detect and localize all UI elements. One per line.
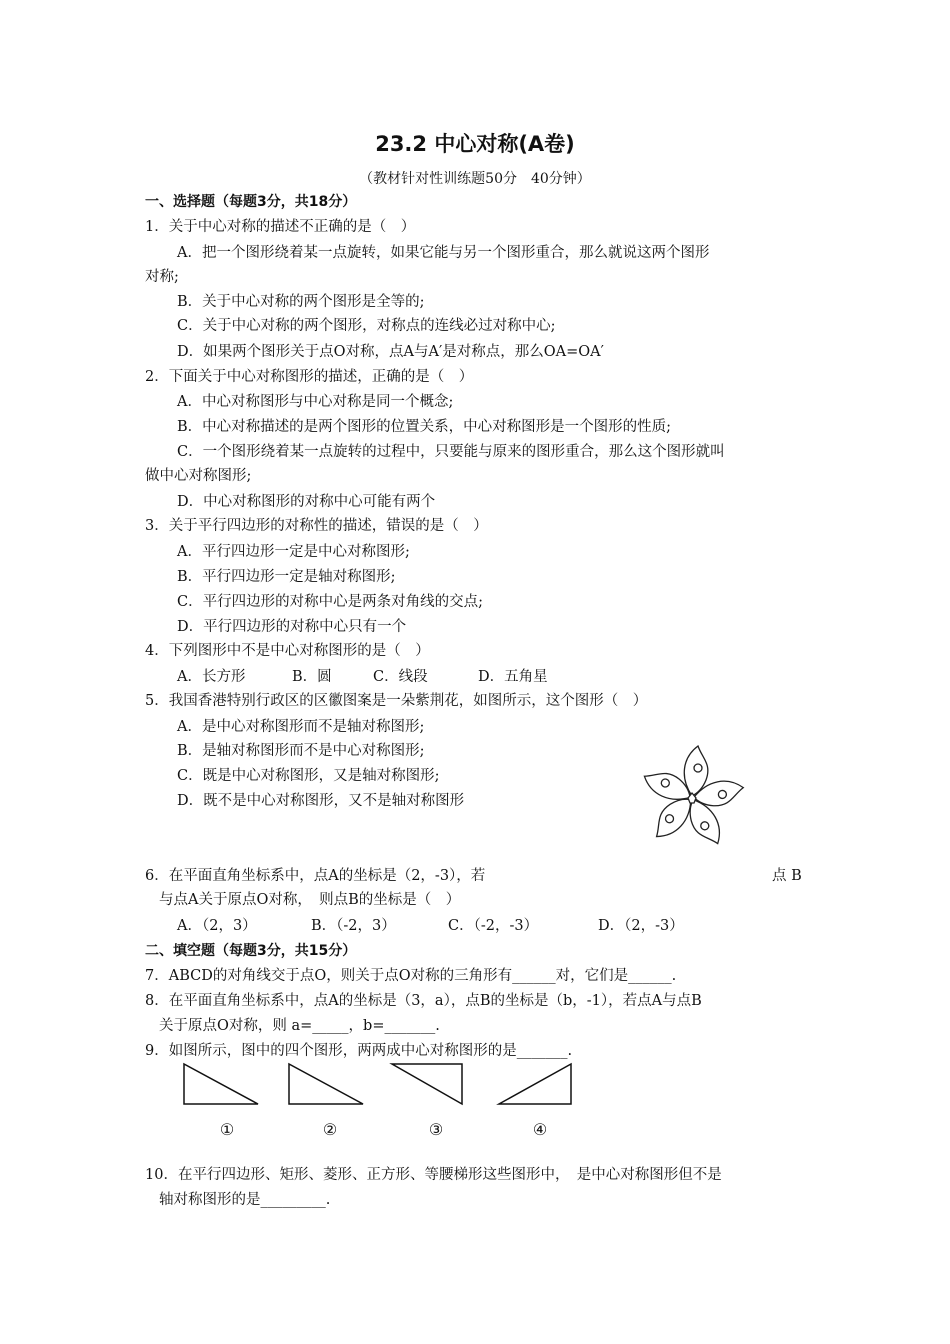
triangle-figure-2: [287, 1062, 367, 1106]
triangle-figure-1: [182, 1062, 262, 1106]
q3-option-d: D．平行四边形的对称中心只有一个: [177, 619, 407, 635]
figure-label-4: ④: [532, 1120, 548, 1139]
q2-option-a: A．中心对称图形与中心对称是同一个概念;: [177, 394, 454, 410]
q6-stem-cont: 与点A关于原点O对称， 则点B的坐标是（ ）: [159, 892, 461, 908]
q4-option-b: B．圆: [292, 669, 332, 685]
q6-option-c: C．（-2，-3）: [448, 918, 539, 934]
q7-text: 7．ABCD的对角线交于点O，则关于点O对称的三角形有______对，它们是______.: [145, 968, 677, 984]
q2-option-b: B．中心对称描述的是两个图形的位置关系，中心对称图形是一个图形的性质;: [177, 419, 672, 435]
q3-option-c: C．平行四边形的对称中心是两条对角线的交点;: [177, 594, 483, 610]
q4-option-c: C．线段: [373, 669, 428, 685]
page-title: 23.2 中心对称(A卷): [375, 132, 575, 156]
q3-option-b: B．平行四边形一定是轴对称图形;: [177, 569, 396, 585]
q5-stem: 5．我国香港特别行政区的区徽图案是一朵紫荆花，如图所示，这个图形（ ）: [145, 693, 648, 709]
q4-option-a: A．长方形: [177, 669, 246, 685]
q2-option-d: D．中心对称图形的对称中心可能有两个: [177, 494, 436, 510]
q6-option-a: A．（2，3）: [177, 918, 257, 934]
page-subtitle: （教材针对性训练题50分 40分钟）: [359, 171, 591, 187]
q5-option-b: B．是轴对称图形而不是中心对称图形;: [177, 743, 425, 759]
figure-label-3: ③: [428, 1120, 444, 1139]
q2-stem: 2．下面关于中心对称图形的描述，正确的是（ ）: [145, 369, 474, 385]
q1-stem: 1．关于中心对称的描述不正确的是（ ）: [145, 219, 416, 235]
q10-text: 10．在平行四边形、矩形、菱形、正方形、等腰梯形这些图形中， 是中心对称图形但不是: [145, 1167, 722, 1183]
q3-option-a: A．平行四边形一定是中心对称图形;: [177, 544, 410, 560]
q5-option-a: A．是中心对称图形而不是轴对称图形;: [177, 719, 425, 735]
q9-text: 9．如图所示，图中的四个图形，两两成中心对称图形的是_______.: [145, 1043, 573, 1059]
q8-text: 8．在平面直角坐标系中，点A的坐标是（3，a），点B的坐标是（b，-1），若点A与点B: [145, 993, 702, 1009]
triangle-figure-4: [497, 1062, 577, 1106]
q6-option-b: B．（-2，3）: [311, 918, 396, 934]
q6-option-d: D．（2，-3）: [598, 918, 684, 934]
q1-option-c: C．关于中心对称的两个图形，对称点的连线必过对称中心;: [177, 318, 556, 334]
section2-heading: 二、填空题（每题3分，共15分）: [145, 943, 357, 959]
q6-stem: 6．在平面直角坐标系中，点A的坐标是（2，-3），若: [145, 868, 486, 884]
q1-option-a-cont: 对称;: [145, 269, 179, 285]
q10-text-cont: 轴对称图形的是_________.: [159, 1192, 331, 1208]
q1-option-a: A．把一个图形绕着某一点旋转，如果它能与另一个图形重合，那么就说这两个图形: [177, 245, 710, 261]
section1-heading: 一、选择题（每题3分，共18分）: [145, 194, 357, 210]
q5-option-c: C．既是中心对称图形，又是轴对称图形;: [177, 768, 440, 784]
figure-label-2: ②: [322, 1120, 338, 1139]
q8-text-cont: 关于原点O对称，则 a=_____，b=_______.: [159, 1018, 440, 1034]
q4-option-d: D．五角星: [478, 669, 548, 685]
q3-stem: 3．关于平行四边形的对称性的描述，错误的是（ ）: [145, 518, 488, 534]
bauhinia-flower-figure: [632, 738, 752, 858]
q1-option-d: D．如果两个图形关于点O对称，点A与A′是对称点，那么OA=OA′: [177, 344, 604, 360]
q4-stem: 4．下列图形中不是中心对称图形的是（ ）: [145, 643, 430, 659]
q6-stem-point-b: 点 B: [772, 868, 802, 884]
q1-option-b: B．关于中心对称的两个图形是全等的;: [177, 294, 425, 310]
triangle-figure-3: [390, 1062, 470, 1106]
figure-label-1: ①: [219, 1120, 235, 1139]
q5-option-d: D．既不是中心对称图形，又不是轴对称图形: [177, 793, 465, 809]
q2-option-c-cont: 做中心对称图形;: [145, 468, 252, 484]
q2-option-c: C．一个图形绕着某一点旋转的过程中，只要能与原来的图形重合，那么这个图形就叫: [177, 444, 725, 460]
